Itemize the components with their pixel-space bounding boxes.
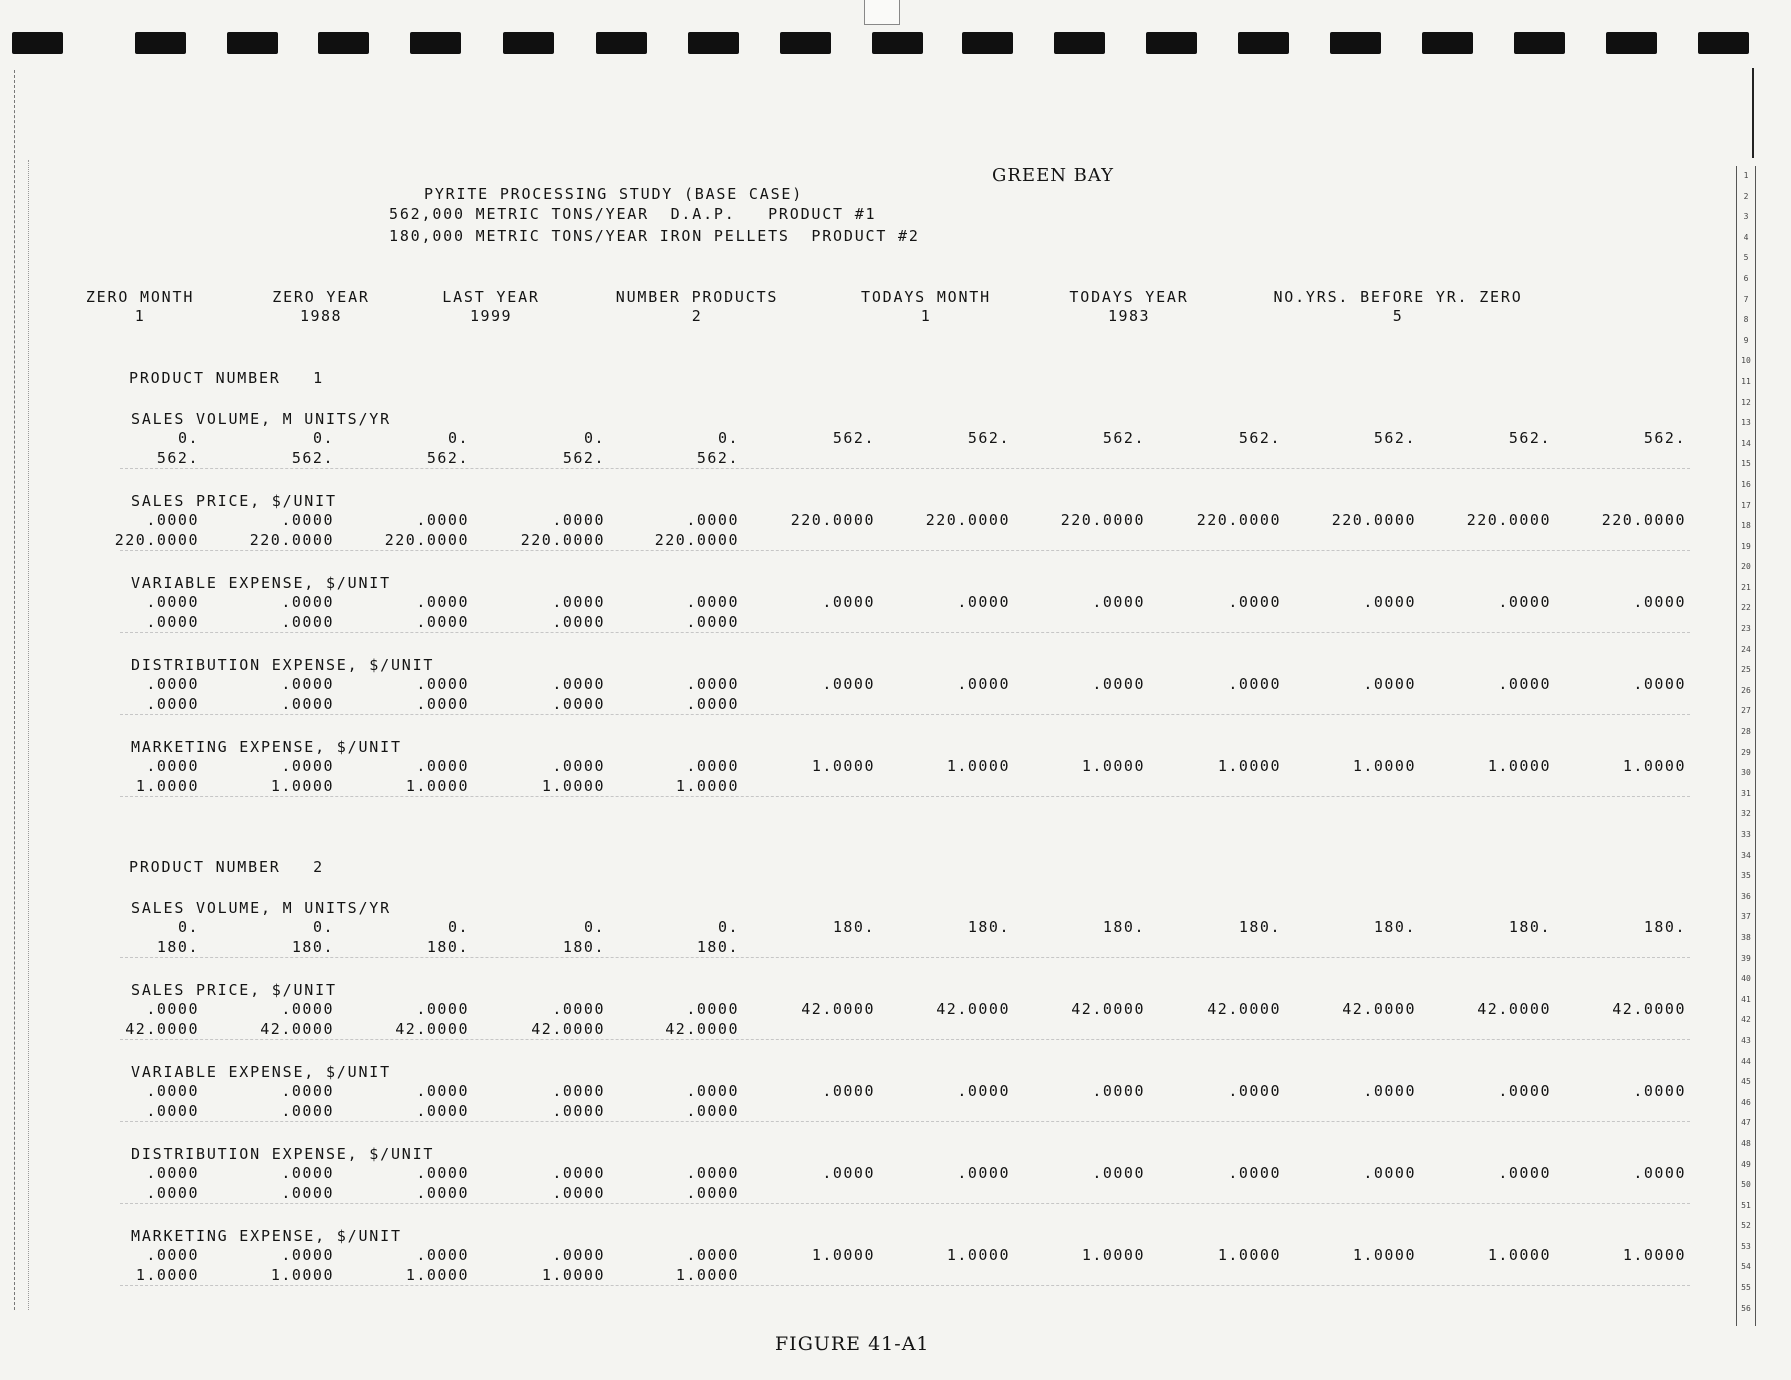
value-cell: .0000 (146, 675, 199, 693)
location-label: GREEN BAY (992, 165, 1115, 186)
feed-hole (1698, 32, 1749, 54)
value-cell: .0000 (416, 1184, 469, 1202)
feed-hole (1422, 32, 1473, 54)
value-cell: 0. (177, 429, 199, 447)
report-title-line-2: 562,000 METRIC TONS/YEAR D.A.P. PRODUCT #1 (389, 205, 877, 223)
value-cell: .0000 (686, 1246, 739, 1264)
value-cell: .0000 (416, 1164, 469, 1182)
feed-hole (12, 32, 63, 54)
value-cell: .0000 (552, 1000, 605, 1018)
value-cell: .0000 (552, 675, 605, 693)
value-cell: .0000 (416, 695, 469, 713)
value-cell: .0000 (146, 1164, 199, 1182)
value-cell: .0000 (146, 1000, 199, 1018)
value-cell: 1.0000 (811, 1246, 875, 1264)
value-cell: 220.0000 (1466, 511, 1551, 529)
feed-hole (780, 32, 831, 54)
value-cell: .0000 (552, 1102, 605, 1120)
value-cell: .0000 (281, 1164, 334, 1182)
parameter-value: 2 (691, 307, 703, 325)
value-cell: .0000 (1363, 1082, 1416, 1100)
value-cell: .0000 (957, 675, 1010, 693)
feed-hole (1054, 32, 1105, 54)
feed-hole (135, 32, 186, 54)
parameter-label: NUMBER PRODUCTS (615, 288, 779, 306)
value-cell: 1.0000 (541, 1266, 605, 1284)
value-cell: 0. (583, 918, 605, 936)
value-cell: .0000 (1363, 1164, 1416, 1182)
value-cell: .0000 (146, 511, 199, 529)
value-cell: .0000 (416, 1000, 469, 1018)
value-cell: .0000 (416, 613, 469, 631)
value-cell: 0. (717, 918, 739, 936)
parameter-value: 1983 (1107, 307, 1151, 325)
value-cell: .0000 (281, 1184, 334, 1202)
value-cell: .0000 (552, 511, 605, 529)
value-cell: .0000 (1092, 593, 1145, 611)
value-cell: .0000 (1498, 593, 1551, 611)
value-cell: .0000 (686, 511, 739, 529)
report-title-line-1: PYRITE PROCESSING STUDY (BASE CASE) (424, 185, 804, 203)
value-cell: .0000 (552, 593, 605, 611)
value-cell: .0000 (416, 1102, 469, 1120)
value-cell: .0000 (281, 1102, 334, 1120)
feed-hole (318, 32, 369, 54)
value-cell: 42.0000 (1342, 1000, 1416, 1018)
product-heading: PRODUCT NUMBER 2 (129, 858, 324, 876)
value-cell: .0000 (281, 593, 334, 611)
value-cell: .0000 (281, 675, 334, 693)
value-cell: .0000 (281, 1246, 334, 1264)
value-cell: 1.0000 (1622, 1246, 1686, 1264)
faint-print-rule (120, 1203, 1690, 1204)
value-cell: 1.0000 (1352, 1246, 1416, 1264)
value-cell: .0000 (281, 1082, 334, 1100)
faint-print-rule (120, 468, 1690, 469)
figure-caption: FIGURE 41-A1 (775, 1333, 930, 1355)
value-cell: 180. (562, 938, 605, 956)
value-cell: .0000 (686, 695, 739, 713)
value-cell: .0000 (281, 695, 334, 713)
value-cell: .0000 (552, 757, 605, 775)
value-cell: 1.0000 (946, 1246, 1010, 1264)
value-cell: .0000 (686, 1000, 739, 1018)
value-cell: 1.0000 (1487, 757, 1551, 775)
value-cell: 1.0000 (1217, 757, 1281, 775)
value-cell: 1.0000 (541, 777, 605, 795)
feed-hole (688, 32, 739, 54)
section-label: SALES VOLUME, M UNITS/YR (131, 410, 391, 428)
value-cell: .0000 (686, 757, 739, 775)
value-cell: .0000 (281, 757, 334, 775)
value-cell: 562. (1102, 429, 1145, 447)
value-cell: .0000 (416, 675, 469, 693)
value-cell: .0000 (1633, 675, 1686, 693)
value-cell: .0000 (822, 675, 875, 693)
value-cell: 42.0000 (531, 1020, 605, 1038)
value-cell: 1.0000 (1487, 1246, 1551, 1264)
value-cell: 0. (447, 429, 469, 447)
parameter-label: LAST YEAR (442, 288, 540, 306)
value-cell: 220.0000 (1601, 511, 1686, 529)
value-cell: 0. (447, 918, 469, 936)
value-cell: 180. (832, 918, 875, 936)
value-cell: 42.0000 (665, 1020, 739, 1038)
value-cell: 562. (1643, 429, 1686, 447)
value-cell: 180. (156, 938, 199, 956)
value-cell: 220.0000 (925, 511, 1010, 529)
section-label: VARIABLE EXPENSE, $/UNIT (131, 1063, 391, 1081)
faint-print-rule (120, 1285, 1690, 1286)
value-cell: .0000 (416, 1082, 469, 1100)
faint-print-rule (120, 550, 1690, 551)
value-cell: 180. (1373, 918, 1416, 936)
value-cell: 1.0000 (405, 777, 469, 795)
feed-hole (1514, 32, 1565, 54)
parameter-value: 1988 (299, 307, 343, 325)
value-cell: .0000 (146, 1246, 199, 1264)
value-cell: .0000 (686, 1082, 739, 1100)
value-cell: .0000 (146, 757, 199, 775)
value-cell: .0000 (1633, 1082, 1686, 1100)
value-cell: 220.0000 (1060, 511, 1145, 529)
value-cell: .0000 (686, 1164, 739, 1182)
value-cell: .0000 (822, 593, 875, 611)
parameter-value: 1 (920, 307, 932, 325)
value-cell: .0000 (957, 1082, 1010, 1100)
value-cell: 180. (1238, 918, 1281, 936)
value-cell: .0000 (416, 757, 469, 775)
section-label: DISTRIBUTION EXPENSE, $/UNIT (131, 656, 435, 674)
value-cell: .0000 (552, 1082, 605, 1100)
value-cell: .0000 (957, 1164, 1010, 1182)
value-cell: 0. (312, 918, 334, 936)
value-cell: .0000 (552, 1164, 605, 1182)
value-cell: 1.0000 (1081, 1246, 1145, 1264)
value-cell: 1.0000 (1352, 757, 1416, 775)
left-perforation-edge (14, 70, 15, 1310)
value-cell: .0000 (416, 1246, 469, 1264)
line-number-margin-strip: 1 2 3 4 5 6 7 8 9 10 11 12 13 14 15 16 17 18 19 20 21 22 23 24 25 26 27 28 29 30 31 32 33 34 35 36 37 38 39 40 41 42 43 44 45 46 47 48 49 50 51 52 53 54 55 56 (1736, 166, 1756, 1326)
faint-print-rule (120, 1121, 1690, 1122)
value-cell: 42.0000 (1071, 1000, 1145, 1018)
value-cell: .0000 (1228, 1164, 1281, 1182)
value-cell: .0000 (416, 593, 469, 611)
value-cell: 42.0000 (125, 1020, 199, 1038)
value-cell: .0000 (1498, 1082, 1551, 1100)
parameter-label: ZERO YEAR (272, 288, 370, 306)
left-margin-dotted-edge (28, 160, 29, 1310)
value-cell: .0000 (416, 511, 469, 529)
value-cell: .0000 (822, 1164, 875, 1182)
parameter-label: NO.YRS. BEFORE YR. ZERO (1273, 288, 1523, 306)
faint-print-rule (120, 796, 1690, 797)
feed-hole (1606, 32, 1657, 54)
value-cell: 180. (1102, 918, 1145, 936)
faint-print-rule (120, 1039, 1690, 1040)
value-cell: .0000 (1498, 675, 1551, 693)
section-label: SALES PRICE, $/UNIT (131, 492, 337, 510)
value-cell: .0000 (552, 1184, 605, 1202)
value-cell: 1.0000 (270, 777, 334, 795)
feed-hole (962, 32, 1013, 54)
value-cell: 562. (291, 449, 334, 467)
value-cell: .0000 (1228, 1082, 1281, 1100)
value-cell: 180. (1643, 918, 1686, 936)
faint-print-rule (120, 714, 1690, 715)
value-cell: 220.0000 (790, 511, 875, 529)
value-cell: 220.0000 (1196, 511, 1281, 529)
value-cell: .0000 (281, 1000, 334, 1018)
faint-print-rule (120, 632, 1690, 633)
value-cell: 0. (717, 429, 739, 447)
value-cell: .0000 (146, 1082, 199, 1100)
value-cell: .0000 (957, 593, 1010, 611)
value-cell: 1.0000 (946, 757, 1010, 775)
section-label: SALES PRICE, $/UNIT (131, 981, 337, 999)
value-cell: 220.0000 (384, 531, 469, 549)
value-cell: .0000 (1633, 593, 1686, 611)
value-cell: 562. (1508, 429, 1551, 447)
value-cell: 42.0000 (1207, 1000, 1281, 1018)
value-cell: 1.0000 (811, 757, 875, 775)
value-cell: 562. (832, 429, 875, 447)
value-cell: 1.0000 (135, 1266, 199, 1284)
feed-hole (596, 32, 647, 54)
right-frame-edge (1752, 68, 1754, 158)
value-cell: .0000 (1092, 1164, 1145, 1182)
section-label: MARKETING EXPENSE, $/UNIT (131, 1227, 402, 1245)
value-cell: .0000 (281, 613, 334, 631)
value-cell: 562. (156, 449, 199, 467)
value-cell: 562. (562, 449, 605, 467)
value-cell: 562. (967, 429, 1010, 447)
parameter-label: TODAYS MONTH (861, 288, 991, 306)
value-cell: .0000 (822, 1082, 875, 1100)
value-cell: .0000 (686, 593, 739, 611)
value-cell: .0000 (1363, 593, 1416, 611)
value-cell: 180. (426, 938, 469, 956)
section-label: SALES VOLUME, M UNITS/YR (131, 899, 391, 917)
value-cell: .0000 (146, 613, 199, 631)
value-cell: .0000 (1498, 1164, 1551, 1182)
value-cell: 0. (312, 429, 334, 447)
feed-hole (503, 32, 554, 54)
value-cell: 1.0000 (1622, 757, 1686, 775)
value-cell: 562. (1373, 429, 1416, 447)
feed-hole (1146, 32, 1197, 54)
feed-hole (410, 32, 461, 54)
value-cell: .0000 (552, 1246, 605, 1264)
value-cell: .0000 (146, 1184, 199, 1202)
parameter-value: 5 (1392, 307, 1404, 325)
value-cell: 220.0000 (114, 531, 199, 549)
feed-hole (872, 32, 923, 54)
value-cell: .0000 (146, 593, 199, 611)
value-cell: 220.0000 (654, 531, 739, 549)
value-cell: .0000 (552, 613, 605, 631)
section-label: DISTRIBUTION EXPENSE, $/UNIT (131, 1145, 435, 1163)
value-cell: 0. (583, 429, 605, 447)
value-cell: .0000 (281, 511, 334, 529)
value-cell: .0000 (686, 1102, 739, 1120)
parameter-label: ZERO MONTH (85, 288, 195, 306)
product-heading: PRODUCT NUMBER 1 (129, 369, 324, 387)
value-cell: 180. (696, 938, 739, 956)
value-cell: .0000 (1228, 593, 1281, 611)
section-label: VARIABLE EXPENSE, $/UNIT (131, 574, 391, 592)
value-cell: 1.0000 (405, 1266, 469, 1284)
value-cell: 220.0000 (249, 531, 334, 549)
value-cell: .0000 (552, 695, 605, 713)
value-cell: 180. (967, 918, 1010, 936)
value-cell: .0000 (1363, 675, 1416, 693)
value-cell: .0000 (1092, 675, 1145, 693)
value-cell: 180. (291, 938, 334, 956)
value-cell: 0. (177, 918, 199, 936)
value-cell: .0000 (146, 1102, 199, 1120)
section-label: MARKETING EXPENSE, $/UNIT (131, 738, 402, 756)
value-cell: 42.0000 (936, 1000, 1010, 1018)
value-cell: .0000 (686, 613, 739, 631)
value-cell: .0000 (1228, 675, 1281, 693)
value-cell: 42.0000 (395, 1020, 469, 1038)
parameter-value: 1 (134, 307, 146, 325)
value-cell: 1.0000 (1081, 757, 1145, 775)
value-cell: .0000 (686, 675, 739, 693)
feed-hole (1330, 32, 1381, 54)
value-cell: 42.0000 (1477, 1000, 1551, 1018)
feed-hole (1238, 32, 1289, 54)
value-cell: 1.0000 (270, 1266, 334, 1284)
faint-print-rule (120, 957, 1690, 958)
value-cell: 42.0000 (801, 1000, 875, 1018)
value-cell: .0000 (686, 1184, 739, 1202)
paper-tear-mark (864, 0, 900, 25)
value-cell: .0000 (1092, 1082, 1145, 1100)
value-cell: 1.0000 (675, 777, 739, 795)
value-cell: 1.0000 (675, 1266, 739, 1284)
value-cell: 562. (426, 449, 469, 467)
value-cell: 42.0000 (1612, 1000, 1686, 1018)
value-cell: 1.0000 (1217, 1246, 1281, 1264)
parameter-label: TODAYS YEAR (1069, 288, 1189, 306)
value-cell: .0000 (146, 695, 199, 713)
value-cell: 220.0000 (1331, 511, 1416, 529)
value-cell: 220.0000 (520, 531, 605, 549)
value-cell: 180. (1508, 918, 1551, 936)
report-title-line-3: 180,000 METRIC TONS/YEAR IRON PELLETS PRODUCT #2 (389, 227, 920, 245)
value-cell: 562. (696, 449, 739, 467)
value-cell: .0000 (1633, 1164, 1686, 1182)
value-cell: 562. (1238, 429, 1281, 447)
parameter-value: 1999 (469, 307, 513, 325)
value-cell: 1.0000 (135, 777, 199, 795)
value-cell: 42.0000 (260, 1020, 334, 1038)
feed-hole (227, 32, 278, 54)
